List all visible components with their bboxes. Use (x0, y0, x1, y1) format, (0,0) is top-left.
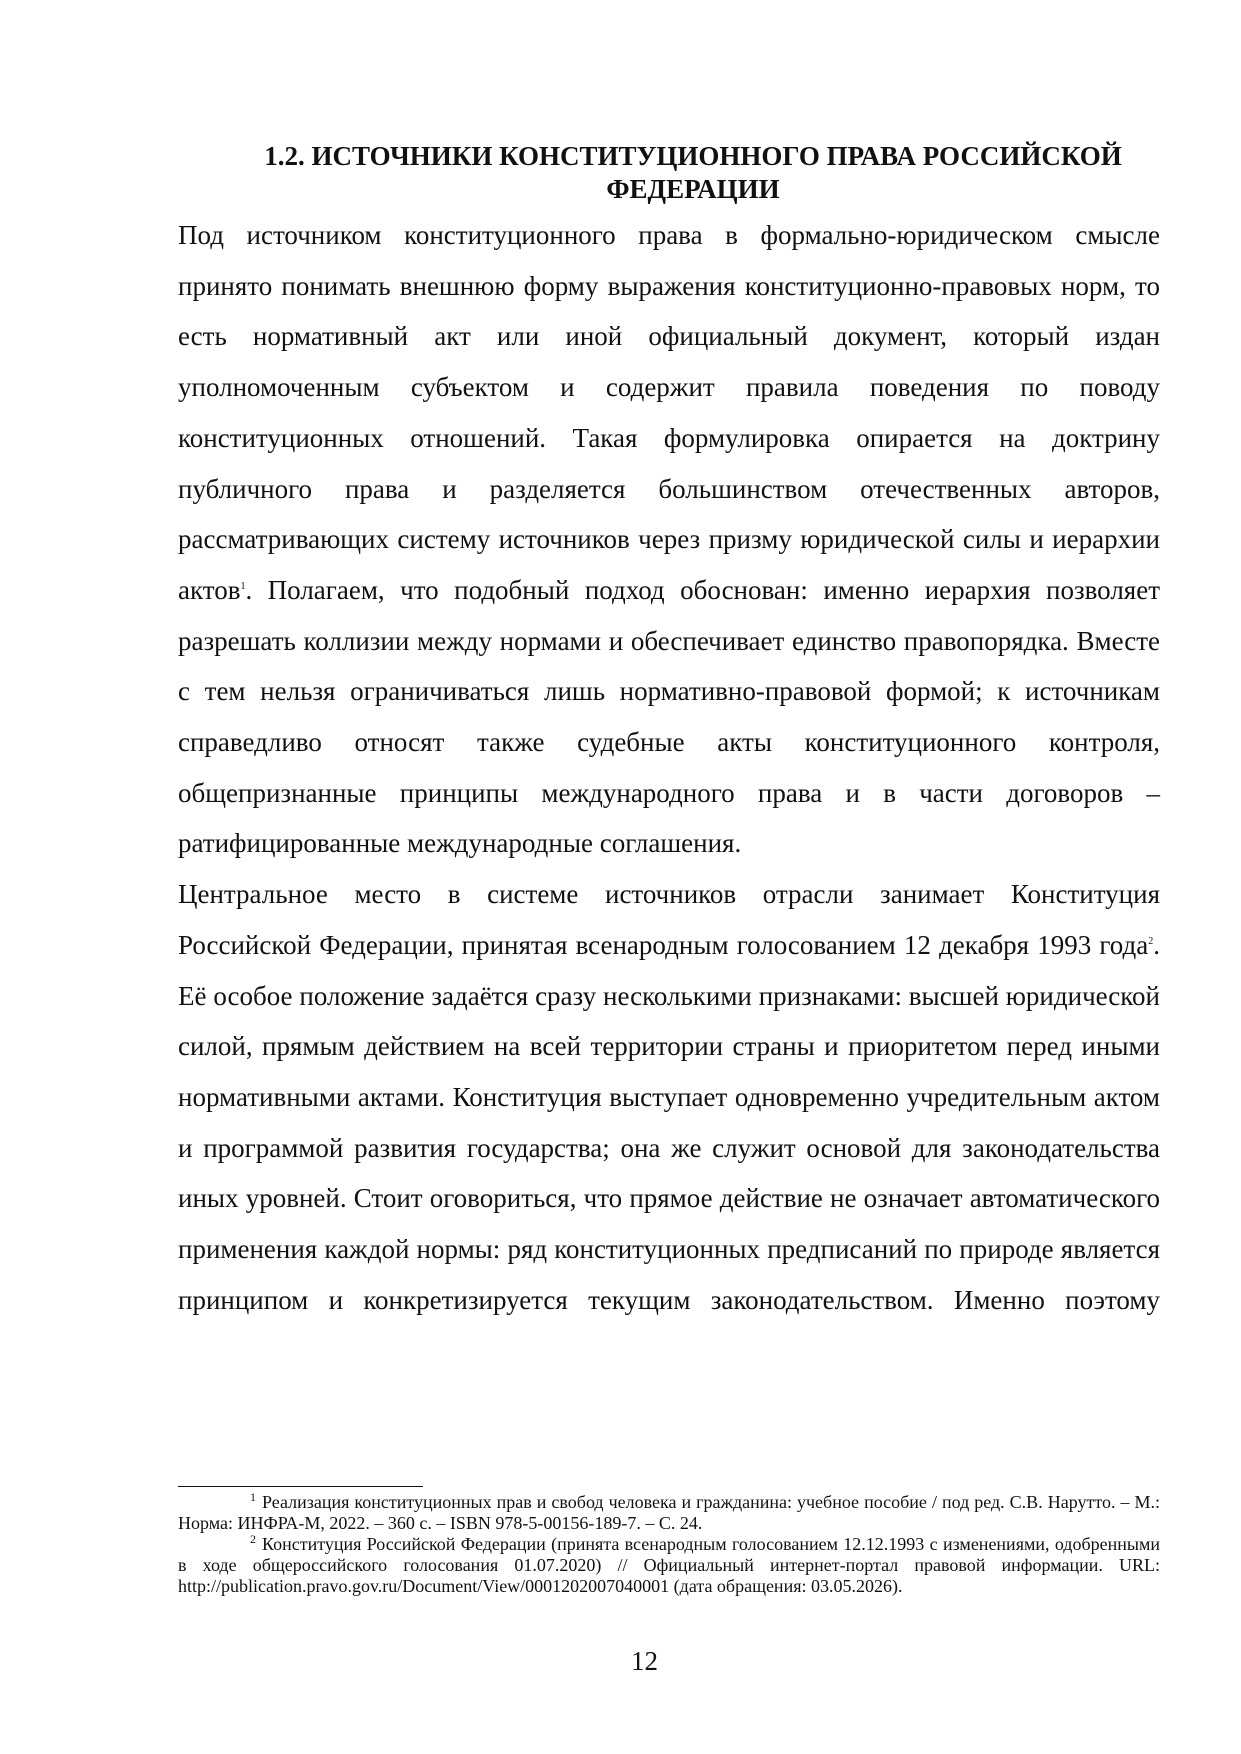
footnote-2 (178, 1534, 1160, 1597)
footnote-1-number: 1 (250, 1490, 256, 1504)
page-content (178, 140, 1160, 1325)
chapter-title (178, 140, 1160, 206)
paragraph-2-text-a: Центральное место в системе источников отрасли занимает Конституция Российской Федерации, принятая всенародным голосованием 12 декабря 1993 года (178, 879, 1160, 960)
footnote-2-number: 2 (250, 1532, 256, 1546)
paragraph-1-text-a: Под источником конституционного права в формально-юридическом смысле принято понимать внешнюю форму выражения конституционно-правовых норм, то есть нормативный акт или иной официальный документ, который издан уполномоченным субъектом и содержит правила поведения по поводу конституционных отношений. Такая формулировка опирается на доктрину публичного права и разделяется большинством отечественных авторов, рассматривающих систему источников через призму юридической силы и иерархии актов (178, 220, 1160, 605)
footnote-2-text: Конституция Российской Федерации (принята всенародным голосованием 12.12.1993 с изменениями, одобренными в ходе общероссийского голосования 01.07.2020) // Официальный интернет-портал правовой информации. URL: http://publication.pravo.gov.ru/Document/View/0001202007040001 (дата обращения: 03.05.2026). (178, 1534, 1160, 1596)
footnote-1 (178, 1492, 1160, 1534)
page-number: 12 (631, 1646, 658, 1676)
footnote-ref-2[interactable]: 2 (1148, 935, 1154, 947)
footnote-ref-1[interactable]: 1 (240, 580, 246, 592)
body-paragraph-2 (178, 869, 1160, 1325)
footnote-1-text: Реализация конституционных прав и свобод человека и гражданина: учебное пособие / под ред. С.В. Нарутто. – М.: Норма: ИНФРА-М, 2022. – 360 с. – ISBN 978-5-00156-189-7. – С. 24. (178, 1492, 1160, 1533)
chapter-title-line-2: ФЕДЕРАЦИИ (606, 174, 780, 204)
footnotes-section (178, 1492, 1160, 1597)
paragraph-2-text-b: . Её особое положение задаётся сразу несколькими признаками: высшей юридической силой, прямым действием на всей территории страны и приоритетом перед иными нормативными актами. Конституция выступает одновременно учредительным актом и программой развития государства; она же служит основой для законодательства иных уровней. Стоит оговориться, что прямое действие не означает автоматического применения каждой нормы: ряд конституционных предписаний по природе является принципом и конкретизируется текущим законодательством. Именно поэтому (178, 929, 1160, 1315)
paragraph-1-text-b: . Полагаем, что подобный подход обоснован: именно иерархия позволяет разрешать коллизии между нормами и обеспечивает единство правопорядка. Вместе с тем нельзя ограничиваться лишь нормативно-правовой формой; к источникам справедливо относят также судебные акты конституционного контроля, общепризнанные принципы международного права и в части договоров – ратифицированные международные соглашения. (178, 574, 1160, 859)
footnote-separator (178, 1486, 423, 1487)
body-paragraph-1 (178, 210, 1160, 869)
chapter-title-line-1: 1.2. ИСТОЧНИКИ КОНСТИТУЦИОННОГО ПРАВА РОССИЙСКОЙ (264, 141, 1122, 171)
